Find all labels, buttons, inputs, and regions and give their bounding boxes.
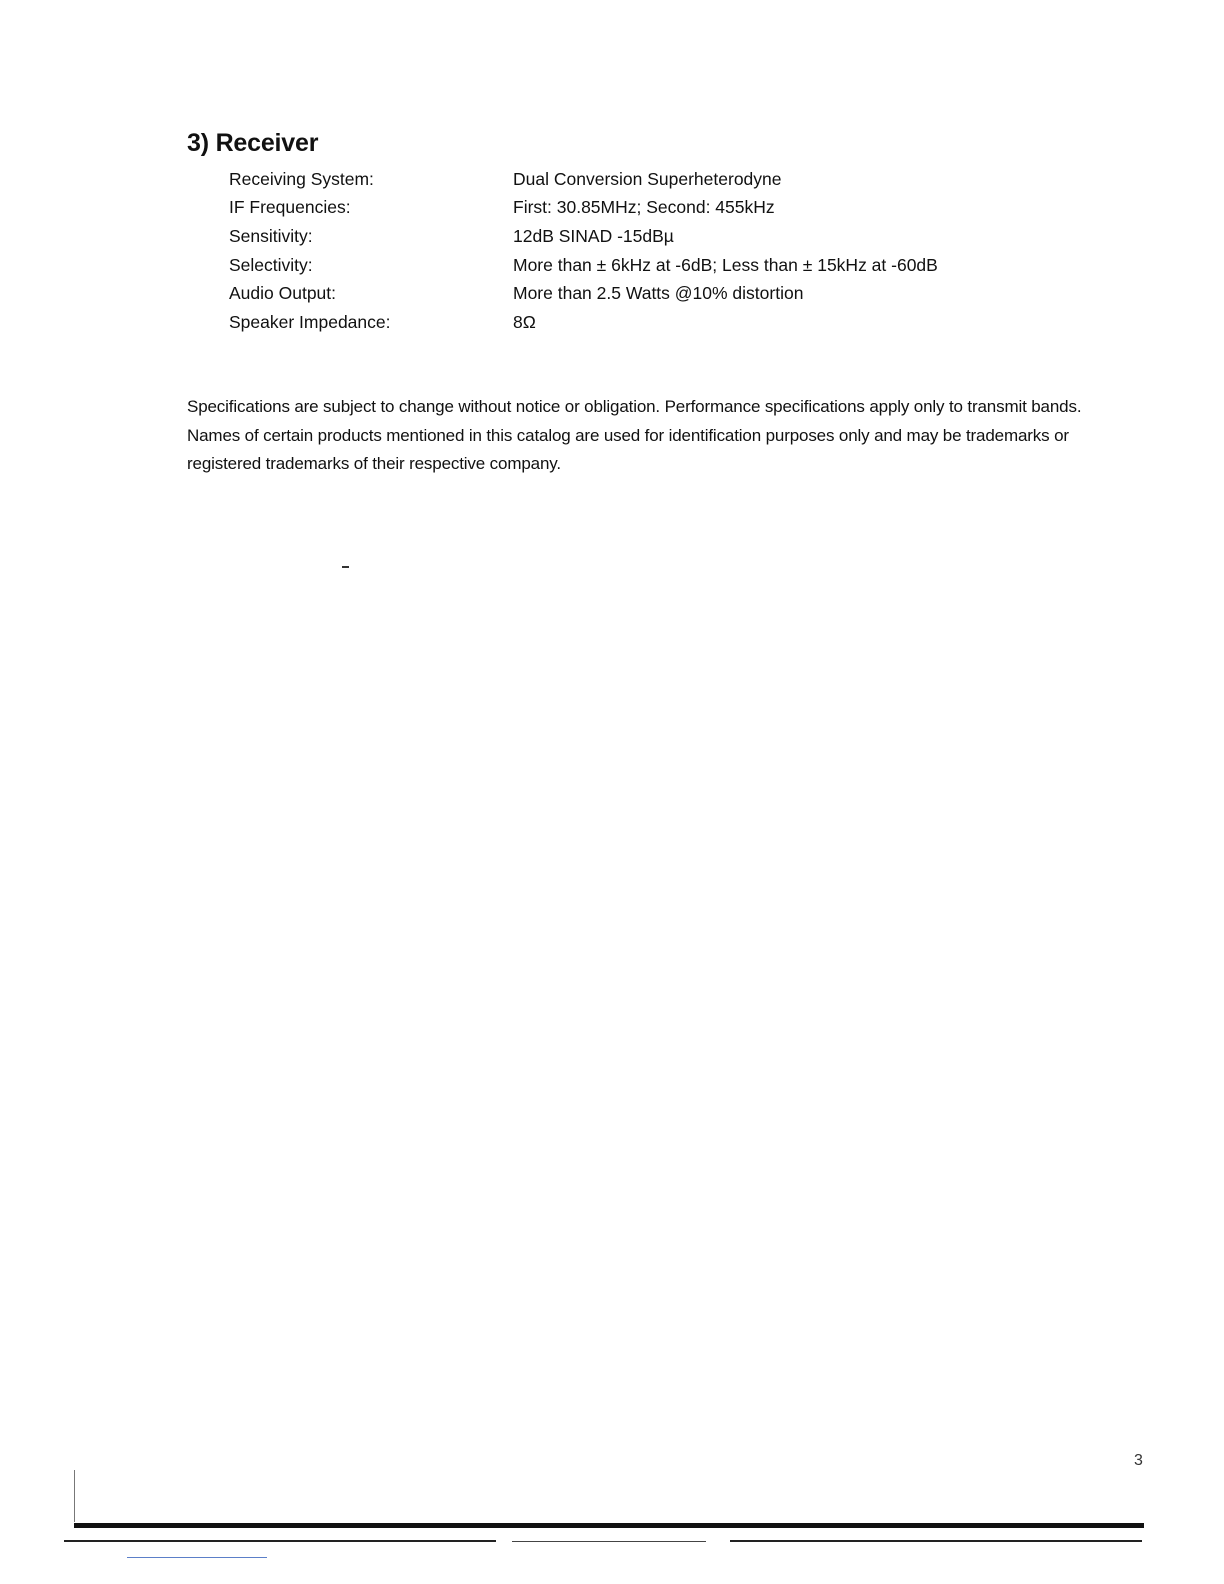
spec-row-selectivity — [229, 251, 1049, 280]
page-number: 3 — [1134, 1452, 1143, 1469]
spec-value: 12dB SINAD -15dBµ — [513, 225, 674, 246]
spec-value: More than ± 6kHz at -6dB; Less than ± 15kHz at -60dB — [513, 254, 938, 275]
spec-value: Dual Conversion Superheterodyne — [513, 168, 782, 189]
spec-label: Speaker Impedance: — [229, 311, 391, 332]
spec-label: Receiving System: — [229, 168, 374, 189]
spec-row-sensitivity — [229, 222, 1049, 251]
footer-rule-thin — [730, 1540, 1142, 1542]
spec-label: IF Frequencies: — [229, 197, 351, 218]
spec-label: Sensitivity: — [229, 225, 313, 246]
spec-value: 8Ω — [513, 311, 536, 332]
spec-row-if-frequencies — [229, 194, 1049, 223]
section-heading: 3) Receiver — [187, 129, 319, 157]
receiver-spec-table — [229, 165, 1049, 337]
footer-rule-thick — [74, 1523, 1144, 1528]
spec-value: First: 30.85MHz; Second: 455kHz — [513, 197, 775, 218]
stray-mark — [342, 566, 349, 568]
spec-value: More than 2.5 Watts @10% distortion — [513, 283, 804, 304]
spec-label: Audio Output: — [229, 283, 337, 304]
footer-rule-blue — [127, 1557, 267, 1558]
footer-rule-thin — [64, 1540, 496, 1542]
disclaimer-paragraph: Specifications are subject to change without notice or obligation. Performance specifications apply only to transmit bands. Names of certain products mentioned in this catalog are used for identification purposes only and may be trademarks or registered trademarks of their respective company. — [187, 397, 1082, 474]
margin-line — [74, 1470, 75, 1522]
spec-label: Selectivity: — [229, 254, 313, 275]
spec-row-audio-output — [229, 279, 1049, 308]
footer-rule-thin — [512, 1541, 706, 1542]
spec-row-speaker-impedance — [229, 308, 1049, 337]
spec-row-receiving-system — [229, 165, 1049, 194]
